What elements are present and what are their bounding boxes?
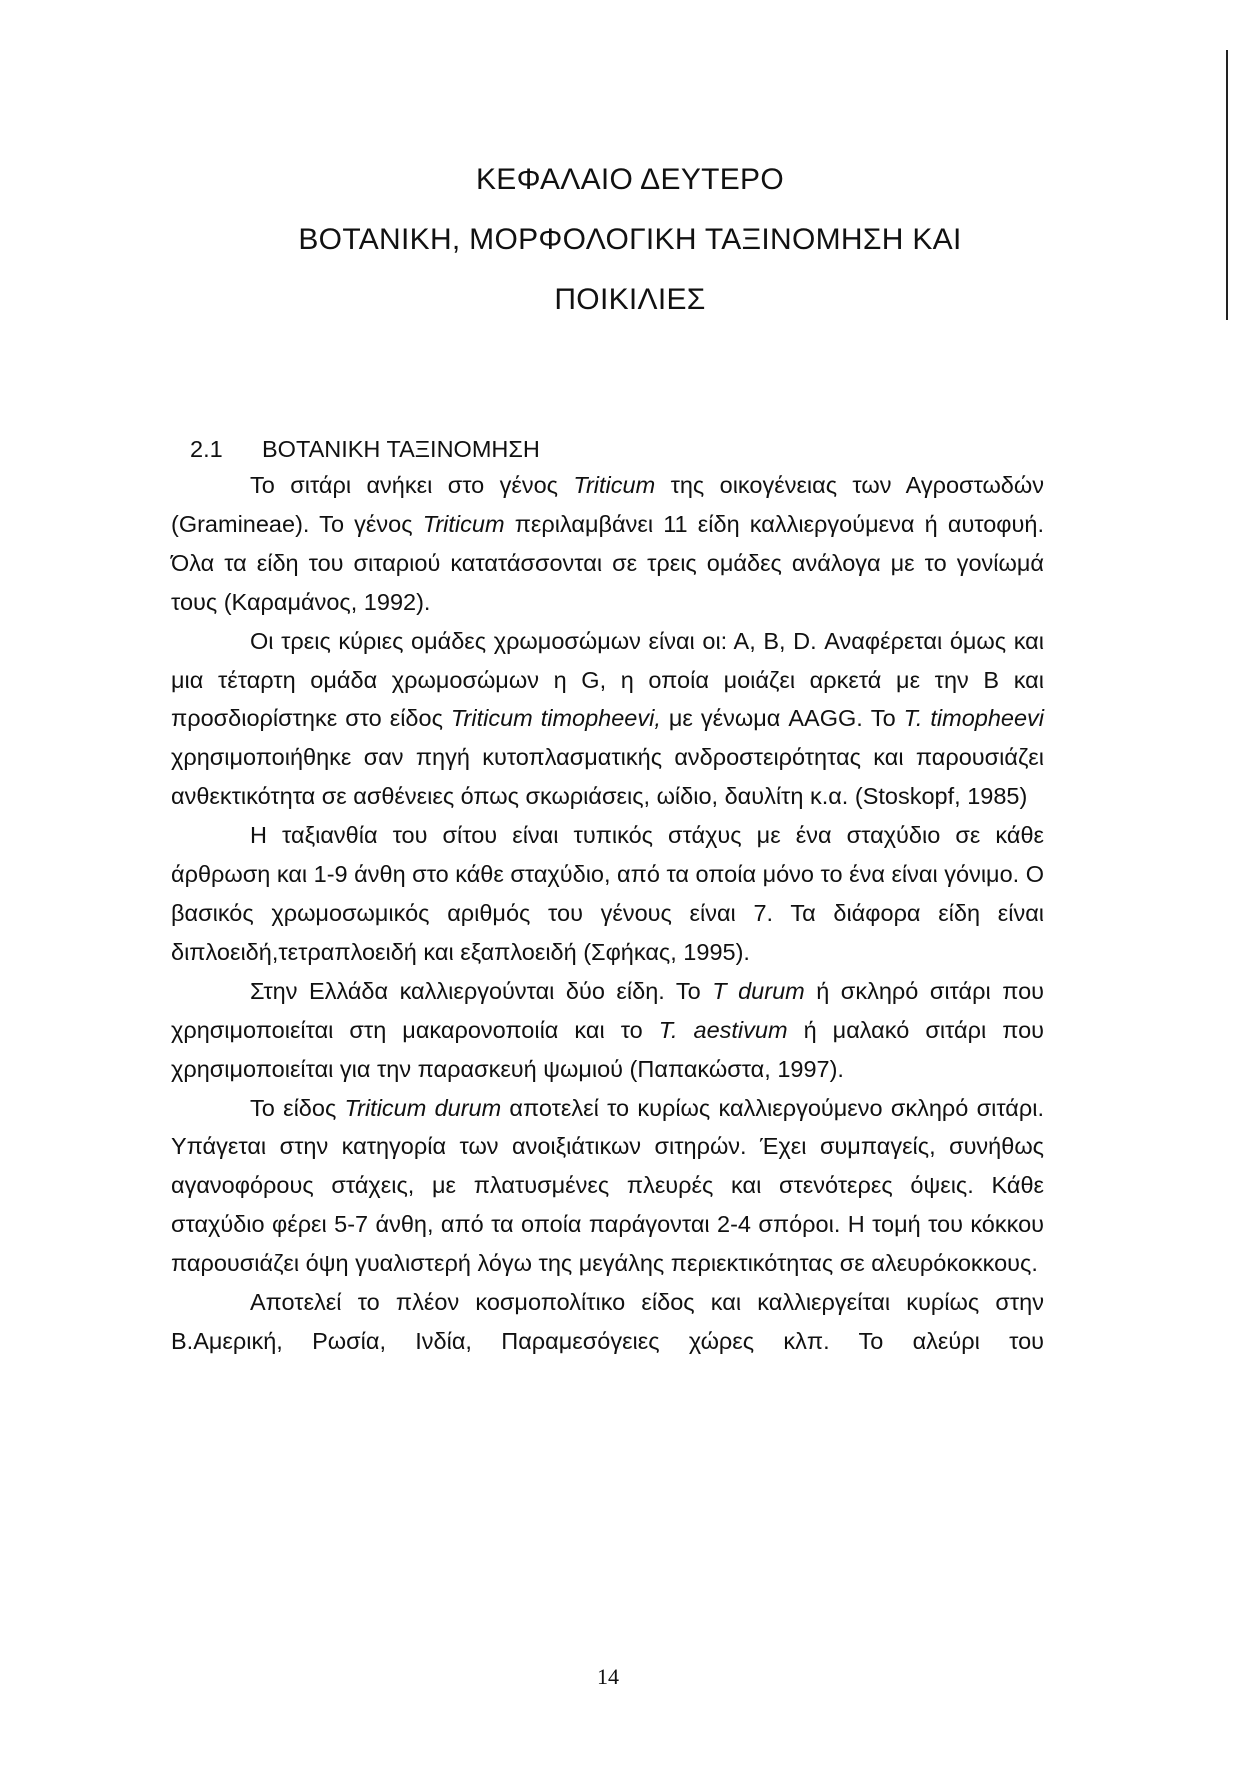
text-run: περιλαμβάνει 11 είδη καλλιεργούμενα ή αυτοφυή. Όλα τα είδη του σιταριού κατατάσσονται σε τρεις ομάδες ανάλογα με το γονίωμά τους (Καραμάνος, 1992). [171,510,1044,615]
text-run: με γένωμα AAGG. Το [660,705,904,732]
text-run: της οικογένειας των Αγροστωδών (Gramineae). Το γένος [171,472,1044,537]
text-run: Το είδος [250,1094,345,1121]
paragraph-6 [171,1283,1044,1361]
section-heading [190,434,540,464]
text-run: ή σκληρό σιτάρι που χρησιμοποιείται στη μακαρονοποιία και το [171,977,1044,1043]
text-run: Το σιτάρι ανήκει στο γένος [250,472,574,498]
paragraph-1 [171,466,1044,622]
italic-run: T durum [712,977,805,1004]
chapter-title-line-3: ΠΟΙΚΙΛΙΕΣ [554,283,706,316]
text-run: αποτελεί το κυρίως καλλιεργούμενο σκληρό σιτάρι. Υπάγεται στην κατηγορία των ανοιξιάτικων σιτηρών. Έχει συμπαγείς, συνήθως αγανοφόρους στάχεις, με πλατυσμένες πλευρές και στενότερες όψεις. Κάθε σταχύδιο φέρει 5-7 άνθη, από τα οποία παράγονται 2-4 σπόροι. Η τομή του κόκκου παρουσιάζει όψη γυαλιστερή λόγω της μεγάλης περιεκτικότητας σε αλευρόκοκκους. [171,1094,1044,1277]
text-run: ή μαλακό σιτάρι που χρησιμοποιείται για την παρασκευή ψωμιού (Παπακώστα, 1997). [171,1016,1044,1082]
paragraph-4 [171,972,1044,1089]
text-run: Οι τρεις κύριες ομάδες χρωμοσώμων είναι οι: Α, Β, D. Αναφέρεται όμως και μια τέταρτη ομάδα χρωμοσώμων η G, η οποία μοιάζει αρκετά με την Β και προσδιορίστηκε στο είδος [171,627,1044,732]
page-edge-rule [1226,50,1228,320]
chapter-title-line-1: ΚΕΦΑΛΑΙΟ ΔΕΥΤΕΡΟ [475,163,785,196]
text-run: Στην Ελλάδα καλλιεργούνται δύο είδη. Το [250,977,713,1004]
italic-run: Triticum durum [344,1094,502,1121]
text-run: Η ταξιανθία του σίτου είναι τυπικός στάχυς με ένα σταχύδιο σε κάθε άρθρωση και 1-9 άνθη στο κάθε σταχύδιο, από τα οποία μόνο το ένα είναι γόνιμο. Ο βασικός χρωμοσωμικός αριθμός του γένους είναι 7. Τα διάφορα είδη είναι διπλοειδή,τετραπλοειδή και εξαπλοειδή (Σφήκας, 1995). [171,822,1044,965]
section-title: ΒΟΤΑΝΙΚΗ ΤΑΞΙΝΟΜΗΣΗ [262,436,540,462]
italic-run: Triticum [422,510,505,537]
chapter-title-line-2: ΒΟΤΑΝΙΚΗ, ΜΟΡΦΟΛΟΓΙΚΗ ΤΑΞΙΝΟΜΗΣΗ ΚΑΙ [298,223,962,256]
paragraph-2 [171,622,1044,817]
chapter-heading [180,150,1080,330]
text-run: χρησιμοποιήθηκε σαν πηγή κυτοπλασματικής ανδροστειρότητας και παρουσιάζει ανθεκτικότητα σε ασθένειες όπως σκωριάσεις, ωίδιο, δαυλίτη κ.α. (Stoskopf, 1985) [171,744,1044,810]
italic-run: T. timopheevi [903,705,1045,732]
paragraph-5 [171,1089,1044,1284]
body-text [171,466,1044,1361]
italic-run: T. aestivum [658,1016,788,1043]
italic-run: Triticum [573,472,656,498]
section-number: 2.1 [190,436,223,462]
text-run: Αποτελεί το πλέον κοσμοπολίτικο είδος και καλλιεργείται κυρίως στην Β.Αμερική, Ρωσία, Ινδία, Παραμεσόγειες χώρες κλπ. Το αλεύρι του [171,1289,1044,1354]
paragraph-3 [171,816,1044,972]
page-number: 14 [597,1664,619,1689]
italic-run: Triticum timopheevi, [450,705,661,732]
